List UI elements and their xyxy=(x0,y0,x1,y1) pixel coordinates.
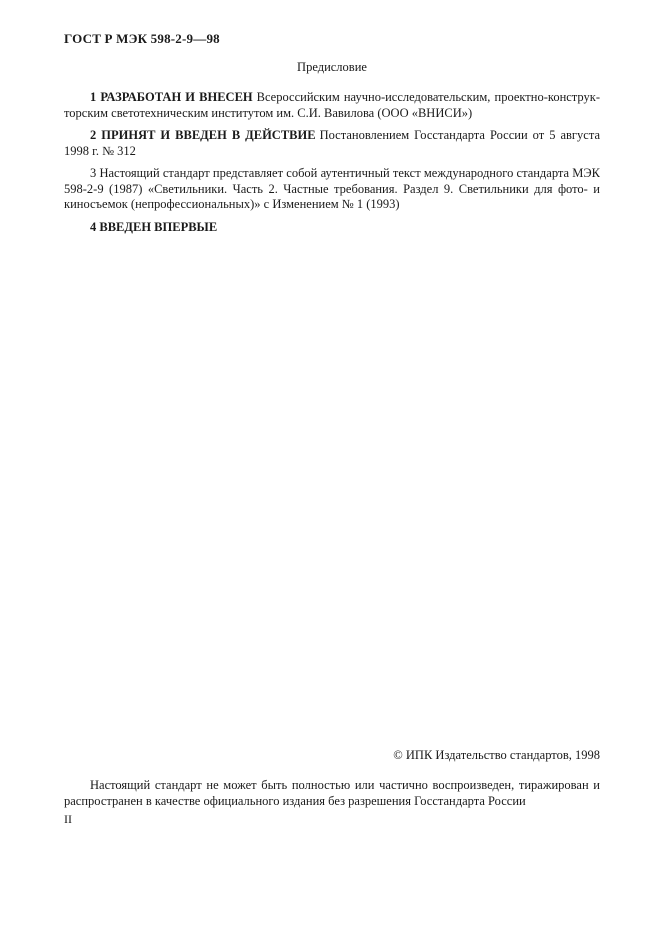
foreword-item-2-text: Постановлением Госстандарта России от 5 августа 1998 г. № 312 xyxy=(64,128,600,158)
foreword-item-3-text: 3 Настоящий стандарт представляет собой аутентичный текст международного стандарта МЭК 598-2-9 (1987) «Светильники. Часть 2. Частные требования. Раздел 9. Светильники для фото- и киносъемок (непрофессиональных)» с Изменением № 1 (1993) xyxy=(64,166,600,211)
foreword-item-2 xyxy=(64,128,600,159)
reproduction-notice: Настоящий стандарт не может быть полностью или частично воспроизведен, тиражирован и распространен в качестве официального издания без разрешения Госстандарта России xyxy=(64,778,600,808)
page-number: II xyxy=(64,812,72,826)
foreword-item-1-lead: 1 РАЗРАБОТАН И ВНЕСЕН xyxy=(90,90,253,104)
foreword-item-1-text: Всероссийским научно-исследовательским, проектно-конструкторским светотехническим институтом им. С.И. Вавилова (ООО «ВНИСИ») xyxy=(64,90,600,120)
foreword-item-4 xyxy=(64,220,600,236)
doc-number: ГОСТ Р МЭК 598-2-9—98 xyxy=(64,31,220,46)
foreword-item-1 xyxy=(64,90,600,121)
foreword-item-3 xyxy=(64,166,600,213)
page-content xyxy=(64,32,600,235)
foreword-item-4-lead: 4 ВВЕДЕН ВПЕРВЫЕ xyxy=(90,219,218,234)
copyright-line: © ИПК Издательство стандартов, 1998 xyxy=(393,748,600,762)
page-footer xyxy=(64,748,600,826)
foreword-title: Предисловие xyxy=(297,60,367,74)
foreword-item-2-lead: 2 ПРИНЯТ И ВВЕДЕН В ДЕЙСТВИЕ xyxy=(90,128,316,142)
